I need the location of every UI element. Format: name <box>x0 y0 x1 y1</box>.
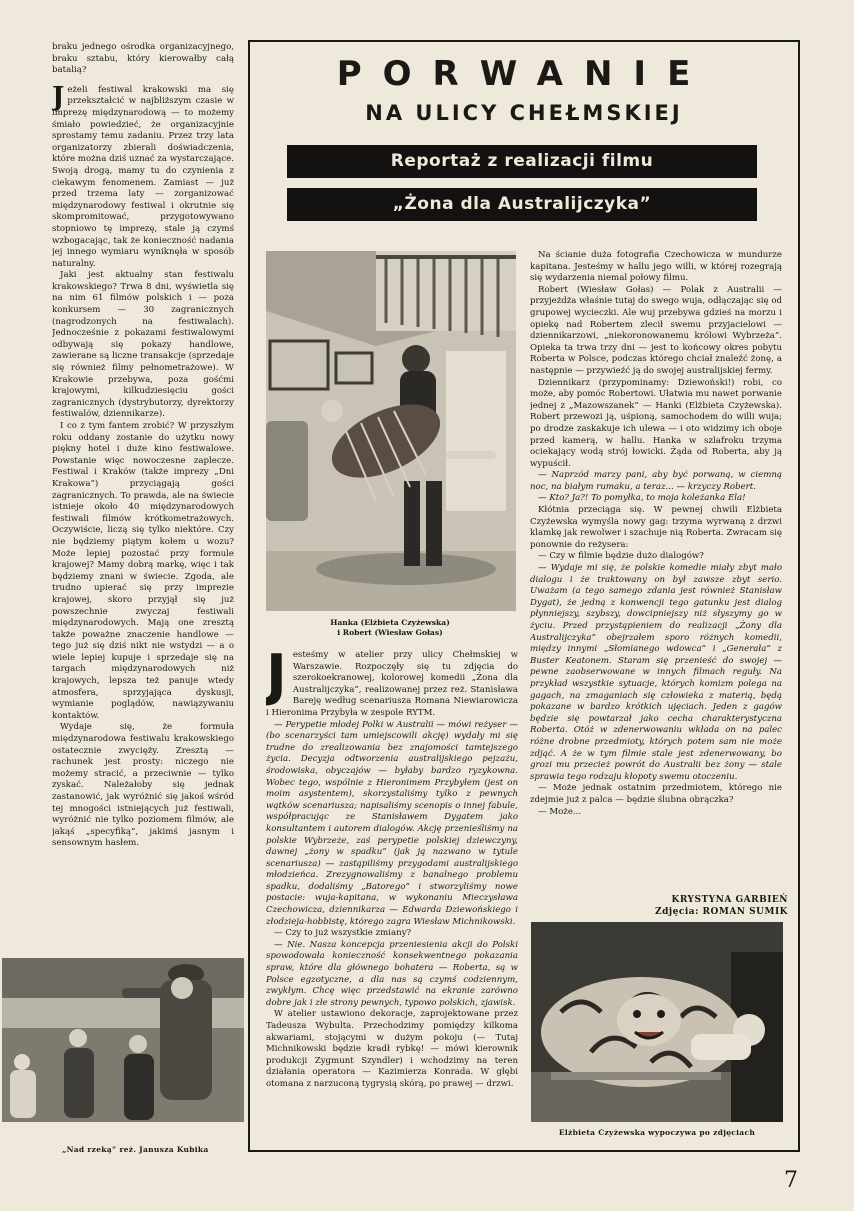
article-paragraph: — Czy w filmie będzie dużo dialogów? <box>538 551 704 562</box>
photo-credit: Zdjęcia: ROMAN SUMIK <box>655 907 788 917</box>
film-still-hanka-robert <box>266 251 516 611</box>
article-paragraph: Jesteśmy w atelier przy ulicy Chełmskiej w Warszawie. Rozpoczęły się tu zdjęcia do szerokoekranowej, kolorowej komedii „Żona dla Australijczyka”, realizowanej przez reż. Stanisława Bareję według scenariusza Romana Niewiarowicza i Hieronima Przybyła w zespole RYTM. <box>266 650 518 718</box>
left-paragraph: Wydaje się, że formuła międzynarodowa festiwalu krakowskiego ostatecznie zwycięży. Zresztą — rachunek jest prosty: niczego nie możemy stracić, a przeciwnie — tylko zyskać. Należałoby się jednak zastanowić, jak wyróżnić się jakoś wśród tej mnogości istniejących już festiwali, wyróżnić nie tylko poziomem filmów, ale jakąś „specyfiką”, jakimś jasnym i sensownym hasłem. <box>52 722 234 849</box>
left-paragraph: Jaki jest aktualny stan festiwalu krakowskiego? Trwa 8 dni, wyświetla się na nim 61 filmów polskich i — poza konkursem — 30 zagranicznych (nagrodzonych na festiwalach). Jednocześnie z pokazami festiwalowymi odbywają się pokazy handlowe, zawierane są liczne transakcje (sprzedaje się również filmy pełnometrażowe). W Krakowie przebywa, poza gośćmi krajowymi, kilkudziesięciu gości zagranicznych (dystrybutorzy, dyrektorzy festiwalów, dziennikarze). <box>52 270 234 420</box>
article-column-middle <box>266 650 518 1142</box>
article-paragraph: — Czy to już wszystkie zmiany? <box>274 928 412 939</box>
article-paragraph: — Perypetie młodej Polki w Australii — mówi reżyser — (bo scenarzyści tam umiejscowili akcję) wydały mi się trudne do zrealizowania bez znajomości tamtejszego życia. Decyzja odtworzenia australijskiego pejzażu, środowiska, obyczajów — byłaby bardzo ryzykowna. Wobec tego, wspólnie z Hieronimem Przybyłem (jest on moim asystentem), skorzystaliśmy tylko z pewnych wątków scenariusza; napisaliśmy scenopis o innej fabule, współpracując ze Stanisławem Dygatem jako konsultantem i autorem dialogów. Akcję przenieśliśmy na polskie Wybrzeże, zaś perypetie polskiej dziewczyny, dawnej „żony w spadku” (jak ją nazwano w tytule scenariusza) — zastąpiliśmy przygodami australijskiego młodzieńca. Zrezygnowaliśmy z banalnego problemu spadku, dodaliśmy „Batorego” i stworzyliśmy nowe postacie: wuja-kapitana, w wykonaniu Mieczysława Czechowicza, dziennikarza — Edwarda Dziewońskiego i złodzieja-hobbistę, którego zagra Wiesław Michnikowski. <box>266 719 518 927</box>
article-title-line2: NA ULICY CHEŁMSKIEJ <box>365 101 683 125</box>
author-name: KRYSTYNA GARBIEŃ <box>671 895 788 905</box>
article-column-right <box>530 250 782 892</box>
author-credits <box>628 894 788 918</box>
article-paragraph: — Naprzód marzy pani, aby być porwaną, w ciemną noc, na białym rumaku, a teraz... — krzyczy Robert. <box>530 470 782 492</box>
caption-line: Hanka (Elżbieta Czyżewska) <box>330 618 450 627</box>
drop-cap: J <box>52 81 65 112</box>
page-number: 7 <box>784 1168 798 1193</box>
photo-actress-resting <box>531 922 783 1122</box>
right-photo-caption: Elżbieta Czyżewska wypoczywa po zdjęciach <box>558 1128 756 1137</box>
article-paragraph: Robert (Wiesław Gołas) — Polak z Australii — przyjeżdża właśnie tutaj do swego wuja, odłączając się od grupowej wycieczki. Ale wuj przebywa gdzieś na morzu i opiekę nad Robertem zlecił swemu przyjacielowi — dziennikarzowi, „niekoronowanemu królowi Wybrzeża”. Opieka ta trwa trzy dni — jest to końcowy okres pobytu Roberta w Polsce, podczas którego chciał znaleźć żonę, a następnie — przywieźć ją do swojej australijskiej fermy. <box>530 284 782 376</box>
left-photo-caption: „Nad rzeką” reż. Janusza Kubika <box>62 1145 209 1154</box>
main-photo-caption <box>290 618 490 638</box>
article-paragraph: — Może... <box>538 806 582 817</box>
article-paragraph: — Nie. Nasza koncepcja przeniesienia akcji do Polski spowodowała konieczność konsekwentnego pokazania spraw, które dla głównego bohatera — Roberta, są w Polsce egzotyczne, a dla nas są czymś codziennym, zwykłym. Chcę więc przedstawić na ekranie zarówno dobre jak i złe strony pewnych, typowo polskich, zjawisk. <box>266 939 518 1008</box>
left-article-column <box>52 42 234 952</box>
subtitle-banner: Reportaż z realizacji filmu <box>287 145 757 178</box>
article-paragraph: Kłótnia przeciąga się. W pewnej chwili Elżbieta Czyżewska wymyśla nowy gag: trzyma wyrwaną z drzwi klamkę jak rewolwer i szachuje nią Roberta. Zwracam się ponownie do reżysera: <box>530 505 782 550</box>
left-paragraph: braku jednego ośrodka organizacyjnego, braku sztabu, który kierowałby całą batalią? <box>52 42 234 76</box>
film-title-banner: „Żona dla Australijczyka” <box>287 188 757 221</box>
article-paragraph: — Kto? Ja?! To pomyłka, to moja koleżanka Ela! <box>538 493 746 504</box>
article-paragraph: — Może jednak ostatnim przedmiotem, którego nie zdejmie już z palca — będzie ślubna obrączka? <box>530 783 782 805</box>
film-still-nad-rzeka <box>2 958 244 1122</box>
article-paragraph: Na ścianie duża fotografia Czechowicza w mundurze kapitana. Jesteśmy w hallu jego willi, w której rozegrają się wydarzenia niemal połowy filmu. <box>530 250 782 284</box>
left-paragraph: I co z tym fantem zrobić? W przyszłym roku oddany zostanie do użytku nowy piękny hotel i duże kino festiwalowe. Powstanie więc nowoczesne zaplecze. Festiwal i Kraków (także imprezy „Dni Krakowa”) przyciągają gości zagranicznych. To prawda, ale na świecie istnieje około 40 międzynarodowych festiwali filmów krótkometrażowych. Oczywiście, liczą się tylko niektóre. Czy nie będziemy piątym kołem u wozu? Może lepiej pozostać przy formule krajowej? Mamy dobrą markę, więc i tak będziemy znani w świecie. Zgoda, ale trudno upierać się przy imprezie krajowej, skoro przyjął się już powszechnie zwyczaj festiwali międzynarodowych. Mają one zresztą także poważne znaczenie handlowe — tego już się dziś nikt nie wstydzi — a o wiele lepiej kupuje i sprzedaje się na targach międzynarodowych niż krajowych, lepsza też panuje wtedy atmosfera, sprzyjająca dyskusji, wymianie poglądów, nawiązywaniu kontaktów. <box>52 421 234 721</box>
article-paragraph: Dziennikarz (przypominamy: Dziewoński!) robi, co może, aby pomóc Robertowi. Ułatwia mu nawet porwanie jednej z „Mazowszanek” — Hanki (Elżbieta Czyżewska). Robert przewozi ją, uśpioną, samochodem do willi wuja; po drodze zaskakuje ich ulewa — i oto widzimy ich oboje przed kamerą, w hallu. Hanka w szlafroku trzyma ociekający wodą strój łowicki. Żąda od Roberta, aby ją wypuścił. <box>530 377 782 469</box>
article-title: PORWANIE <box>336 54 712 94</box>
left-paragraph: Jeżeli festiwal krakowski ma się przekształcić w najbliższym czasie w imprezę międzynarodową — to możemy śmiało powiedzieć, że organizacyjnie sprostamy temu zadaniu. Przez trzy lata organizatorzy zbierali doświadczenia, które można dziś uznać za wystarczające. Swoją drogą, mamy tu do czynienia z ciekawym fenomenem. Zamiast — już przed trzema laty — zorganizować międzynarodowy festiwal i okrutnie się skompromitować, przygotowywano stopniowo tę imprezę, stale ją czymś wzbogacając, tak że konieczność nadania jej innego wymiaru wyniknęła w sposób naturalny. <box>52 81 234 269</box>
article-paragraph: — Wydaje mi się, że polskie komedie miały zbyt mało dialogu i że traktowany on był zawsze zbyt serio. Uważam (a tego samego zdania jest również Stanisław Dygat), że jedną z konwencji tego gatunku jest dialog płynniejszy, szybszy, dowcipniejszy niż słyszymy go w życiu. Przed przystąpieniem do realizacji „Żony dla Australijczyka” obejrzałem sporo różnych komedii, między innymi „Słomianego wdowca” i „Generała” z Buster Keatonem. Staram się przenieść do swojej — pewne zaobserwowane w innych filmach reguły. Na przykład wszystkie sytuacje, których komizm polega na gagach, na zmaganiach się człowieka z materią, będą pokazane w bardzo krótkich ujęciach. Jeden z gagów będzie się powtarzał jako cecha charakterystyczna Roberta. Otóż w zdenerwowaniu wkłada on na palec różne drobne przedmioty, których potem sam nie może zdjąć. A że w tym filmie stale jest zdenerwowany, bo grozi mu przecież powrót do Australii bez żony — stale sprawia tego rodzaju kłopoty swemu otoczeniu. <box>530 563 782 782</box>
caption-line: i Robert (Wiesław Gołas) <box>337 628 443 637</box>
drop-cap: J <box>266 650 287 708</box>
article-paragraph: W atelier ustawiono dekoracje, zaprojektowane przez Tadeusza Wybulta. Przechodzimy pomiędzy kilkoma akwariami, stojącymi w dużym pokoju (— Tutaj Michnikowski będzie kradł rybkę! — mówi kierownik produkcji Zygmunt Szyndler) i wchodzimy na teren działania operatora — Kazimierza Konrada. W głębi otomana z narzuconą tygrysią skórą, po prawej — drzwi. <box>266 1009 518 1089</box>
